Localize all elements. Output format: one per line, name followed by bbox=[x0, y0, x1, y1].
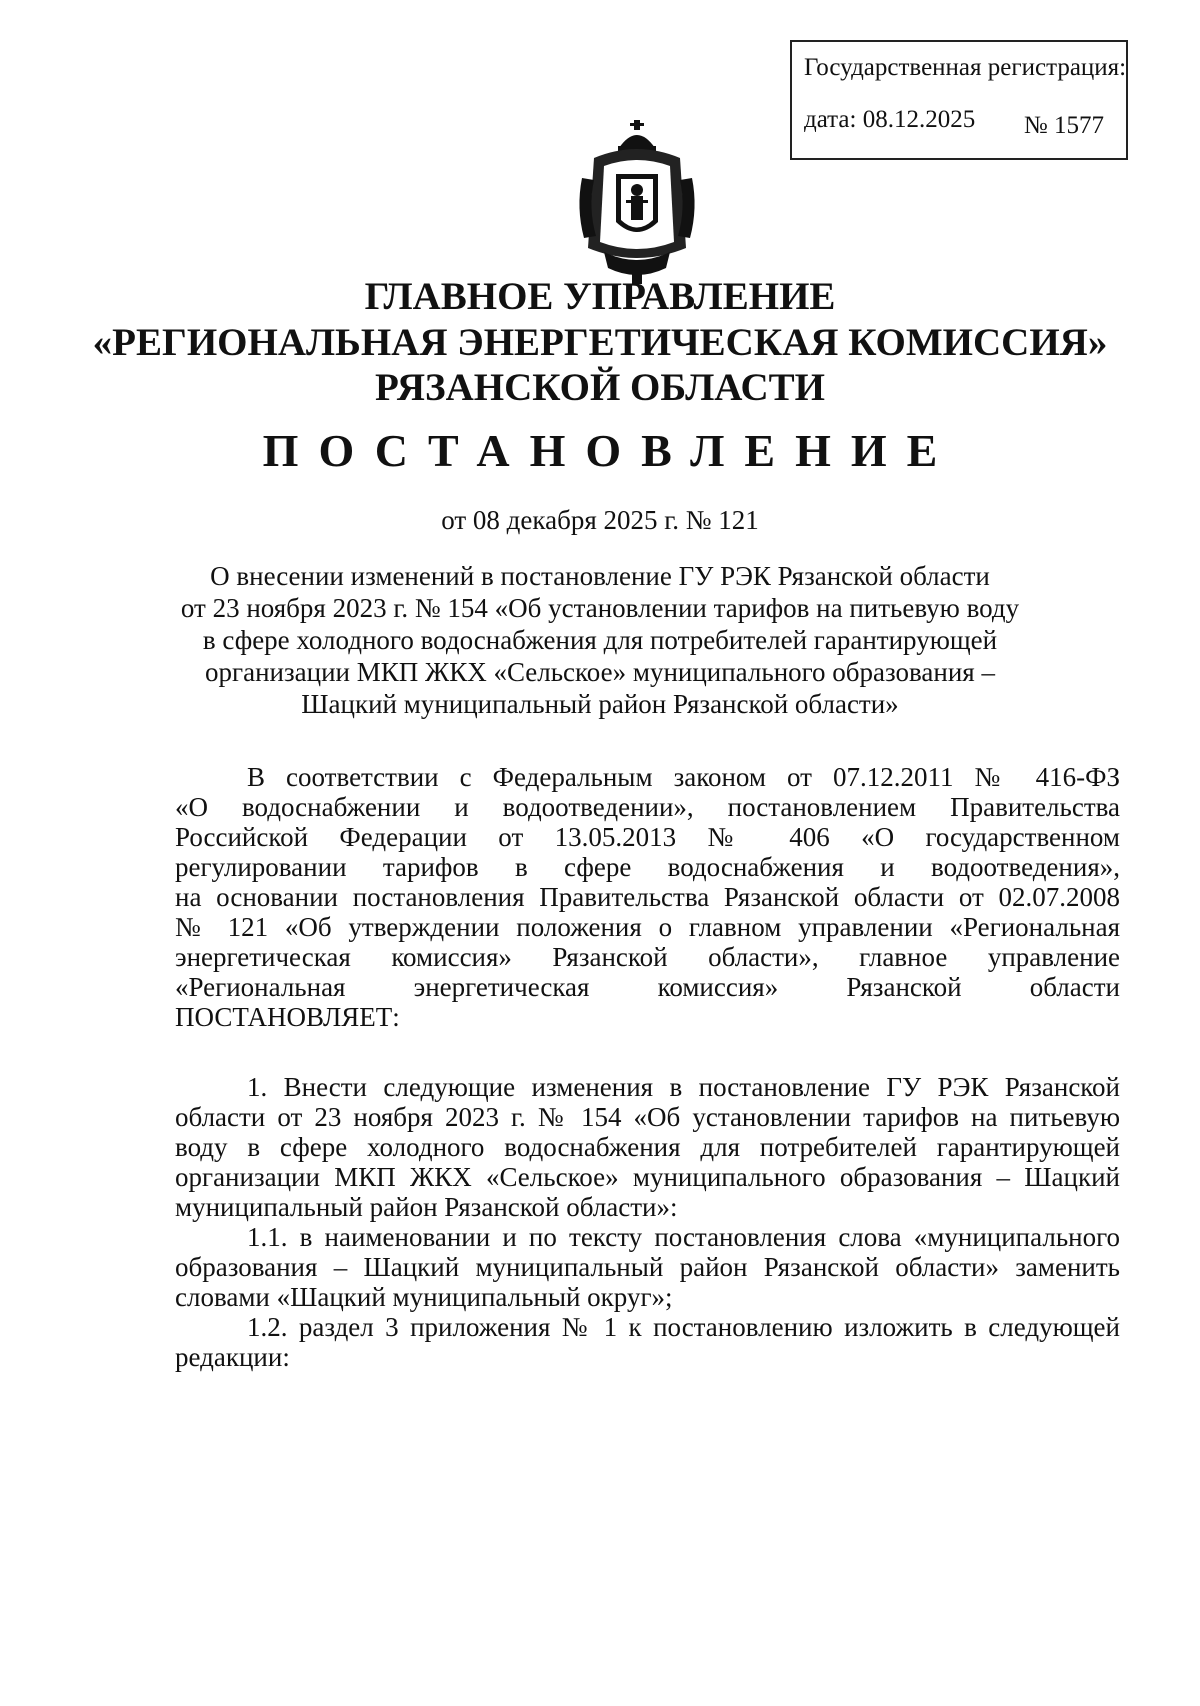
preamble-paragraph bbox=[175, 762, 1120, 1032]
clause-line: области от 23 ноября 2023 г. № 154 «Об установлении тарифов на питьевую bbox=[175, 1102, 1120, 1132]
preamble-line: «Региональная энергетическая комиссия» Рязанской области bbox=[175, 972, 1120, 1002]
clause-line: воду в сфере холодного водоснабжения для потребителей гарантирующей bbox=[175, 1132, 1120, 1162]
ryazan-coat-of-arms-icon bbox=[574, 118, 700, 286]
registration-number: № 1577 bbox=[1023, 112, 1104, 139]
title-line: О внесении изменений в постановление ГУ РЭК Рязанской области bbox=[210, 561, 990, 591]
title-line: в сфере холодного водоснабжения для потребителей гарантирующей bbox=[202, 625, 998, 655]
preamble-line: «О водоснабжении и водоотведении», постановлением Правительства bbox=[175, 792, 1120, 822]
clause-line: словами «Шацкий муниципальный округ»; bbox=[175, 1282, 673, 1312]
document-type: ПОСТАНОВЛЕНИЕ bbox=[262, 425, 958, 476]
preamble-line: Российской Федерации от 13.05.2013 № 406 «О государственном bbox=[175, 822, 1120, 852]
clause-line: организации МКП ЖКХ «Сельское» муниципального образования – Шацкий bbox=[175, 1162, 1120, 1192]
title-line: Шацкий муниципальный район Рязанской области» bbox=[301, 689, 899, 719]
document-title bbox=[150, 560, 1050, 720]
title-line: организации МКП ЖКХ «Сельское» муниципального образования – bbox=[205, 657, 995, 687]
preamble-line: № 121 «Об утверждении положения о главном управлении «Региональная bbox=[175, 912, 1120, 942]
agency-name-line-3: РЯЗАНСКОЙ ОБЛАСТИ bbox=[375, 366, 825, 409]
title-line: от 23 ноября 2023 г. № 154 «Об установлении тарифов на питьевую воду bbox=[180, 593, 1020, 623]
agency-name-line-1: ГЛАВНОЕ УПРАВЛЕНИЕ bbox=[364, 275, 836, 318]
clause-line: 1.1. в наименовании и по тексту постановления слова «муниципального bbox=[247, 1222, 1120, 1252]
preamble-line: на основании постановления Правительства Рязанской области от 02.07.2008 bbox=[175, 882, 1120, 912]
registration-stamp bbox=[790, 40, 1128, 160]
document-date-number: от 08 декабря 2025 г. № 121 bbox=[441, 505, 759, 535]
registration-date: дата: 08.12.2025 bbox=[804, 106, 976, 133]
preamble-line: В соответствии с Федеральным законом от 07.12.2011 № 416-ФЗ bbox=[247, 762, 1120, 792]
clause-section bbox=[175, 1072, 1120, 1372]
preamble-line: регулировании тарифов в сфере водоснабжения и водоотведения», bbox=[175, 852, 1120, 882]
clause-line: 1. Внести следующие изменения в постановление ГУ РЭК Рязанской bbox=[247, 1072, 1120, 1102]
preamble-line: энергетическая комиссия» Рязанской области», главное управление bbox=[175, 942, 1120, 972]
preamble-line: ПОСТАНОВЛЯЕТ: bbox=[175, 1002, 400, 1032]
clause-line: образования – Шацкий муниципальный район Рязанской области» заменить bbox=[175, 1252, 1120, 1282]
clause-line: муниципальный район Рязанской области»: bbox=[175, 1192, 678, 1222]
registration-heading: Государственная регистрация: bbox=[804, 54, 1127, 81]
clause-line: редакции: bbox=[175, 1342, 290, 1372]
agency-name-line-2: «РЕГИОНАЛЬНАЯ ЭНЕРГЕТИЧЕСКАЯ КОМИССИЯ» bbox=[92, 321, 1108, 364]
clause-line: 1.2. раздел 3 приложения № 1 к постановлению изложить в следующей bbox=[247, 1312, 1120, 1342]
